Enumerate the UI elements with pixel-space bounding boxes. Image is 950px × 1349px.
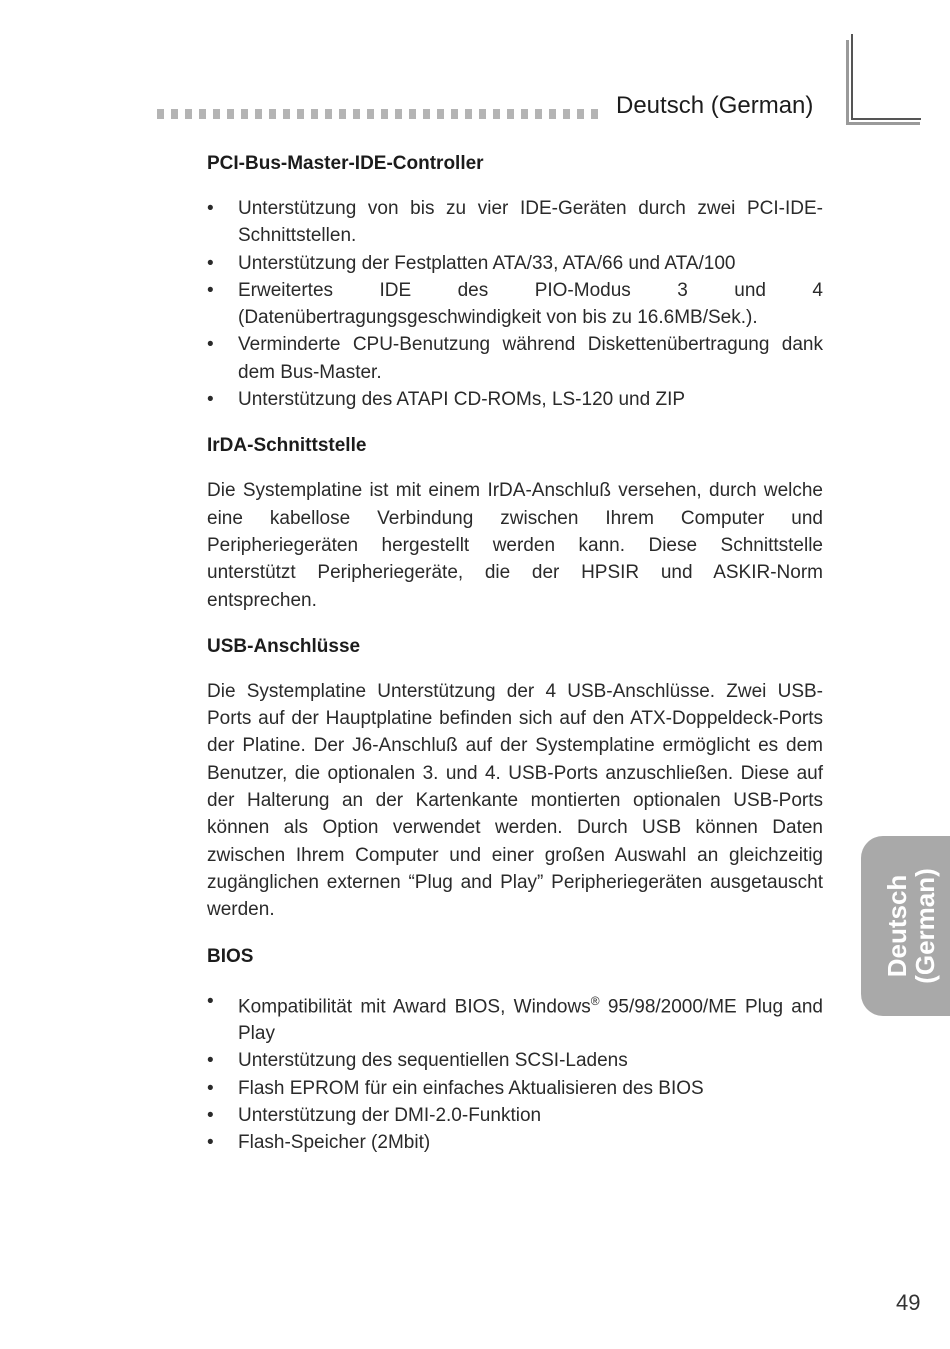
list-item: • Verminderte CPU-Benutzung während Diskettenübertragung dank dem Bus-Master. bbox=[207, 331, 823, 386]
list-item: • Unterstützung des sequentiellen SCSI-Ladens bbox=[207, 1047, 823, 1074]
corner-mark-inner bbox=[851, 34, 853, 118]
list-item: • Unterstützung des ATAPI CD-ROMs, LS-120 und ZIP bbox=[207, 386, 823, 413]
section-pci bbox=[207, 150, 823, 413]
bullet-icon: • bbox=[207, 1105, 214, 1127]
bullet-icon: • bbox=[207, 198, 214, 219]
list-item: • Kompatibilität mit Award BIOS, Windows® 95/98/2000/ME Plug and Play bbox=[207, 988, 823, 1048]
bullet-icon: • bbox=[207, 1132, 214, 1154]
corner-mark bbox=[846, 40, 849, 122]
bullet-icon: • bbox=[207, 1077, 214, 1099]
header-title: Deutsch (German) bbox=[616, 92, 814, 119]
paragraph: Die Systemplatine Unterstützung der 4 USB-Anschlüsse. Zwei USB-Ports auf der Hauptplatine befinden sich auf den ATX-Doppeldeck-Ports der Platine. Der J6-Anschluß auf der Systemplatine ermöglicht es dem Benutzer, die optionalen 3. und 4. USB-Ports anzuschließen. Diese auf der Halterung an der Kartenkante montierten optionalen USB-Ports können als Option verwendet werden. Durch USB können Daten zwischen Ihrem Computer und einer großen Auswahl an gleichzeitig zugänglichen externen “Plug and Play” Peripheriegeräten ausgetauscht werden. bbox=[207, 680, 823, 921]
section-heading: IrDA-Schnittstelle bbox=[207, 435, 367, 457]
side-tab-label: Deutsch (German) bbox=[882, 868, 940, 984]
corner-mark-bottom bbox=[846, 122, 920, 125]
main-content bbox=[207, 150, 823, 1157]
section-heading: BIOS bbox=[207, 945, 254, 967]
bullet-icon: • bbox=[207, 252, 214, 274]
bullet-icon: • bbox=[207, 334, 214, 356]
header-dotted-rule bbox=[157, 109, 603, 119]
bullet-icon: • bbox=[207, 1050, 214, 1072]
list-item: • Unterstützung der Festplatten ATA/33, ATA/66 und ATA/100 bbox=[207, 250, 823, 277]
bullet-icon: • bbox=[207, 389, 214, 411]
list-item: • Flash EPROM für ein einfaches Aktualisieren des BIOS bbox=[207, 1075, 823, 1102]
page-number: 49 bbox=[896, 1290, 921, 1315]
section-irda bbox=[207, 432, 823, 613]
corner-mark-bottom-inner bbox=[851, 118, 921, 120]
paragraph: Die Systemplatine ist mit einem IrDA-Anschluß versehen, durch welche eine kabellose Verbindung zwischen Ihrem Computer und Peripheriegeräten hergestellt werden kann. Diese Schnittstelle unterstützt Peripheriegeräte, die der HPSIR und ASKIR-Norm entsprechen. bbox=[207, 480, 823, 611]
bullet-list bbox=[207, 988, 823, 1157]
list-item: • Unterstützung von bis zu vier IDE-Geräten durch zwei PCI-IDE-Schnittstellen. bbox=[207, 195, 823, 250]
section-heading: PCI-Bus-Master-IDE-Controller bbox=[207, 153, 484, 174]
bullet-list bbox=[207, 195, 823, 413]
bullet-icon: • bbox=[207, 279, 214, 301]
section-usb bbox=[207, 633, 823, 924]
section-heading: USB-Anschlüsse bbox=[207, 635, 361, 657]
list-item: • Flash-Speicher (2Mbit) bbox=[207, 1129, 823, 1156]
registered-mark: ® bbox=[590, 993, 600, 1008]
bullet-icon: • bbox=[207, 990, 214, 1012]
list-item: • Unterstützung der DMI-2.0-Funktion bbox=[207, 1102, 823, 1129]
section-bios bbox=[207, 943, 823, 1157]
list-item: • Erweitertes IDE des PIO-Modus 3 und 4 (Datenübertragungsgeschwindigkeit von bis zu 16.6MB/Sek.). bbox=[207, 277, 823, 332]
